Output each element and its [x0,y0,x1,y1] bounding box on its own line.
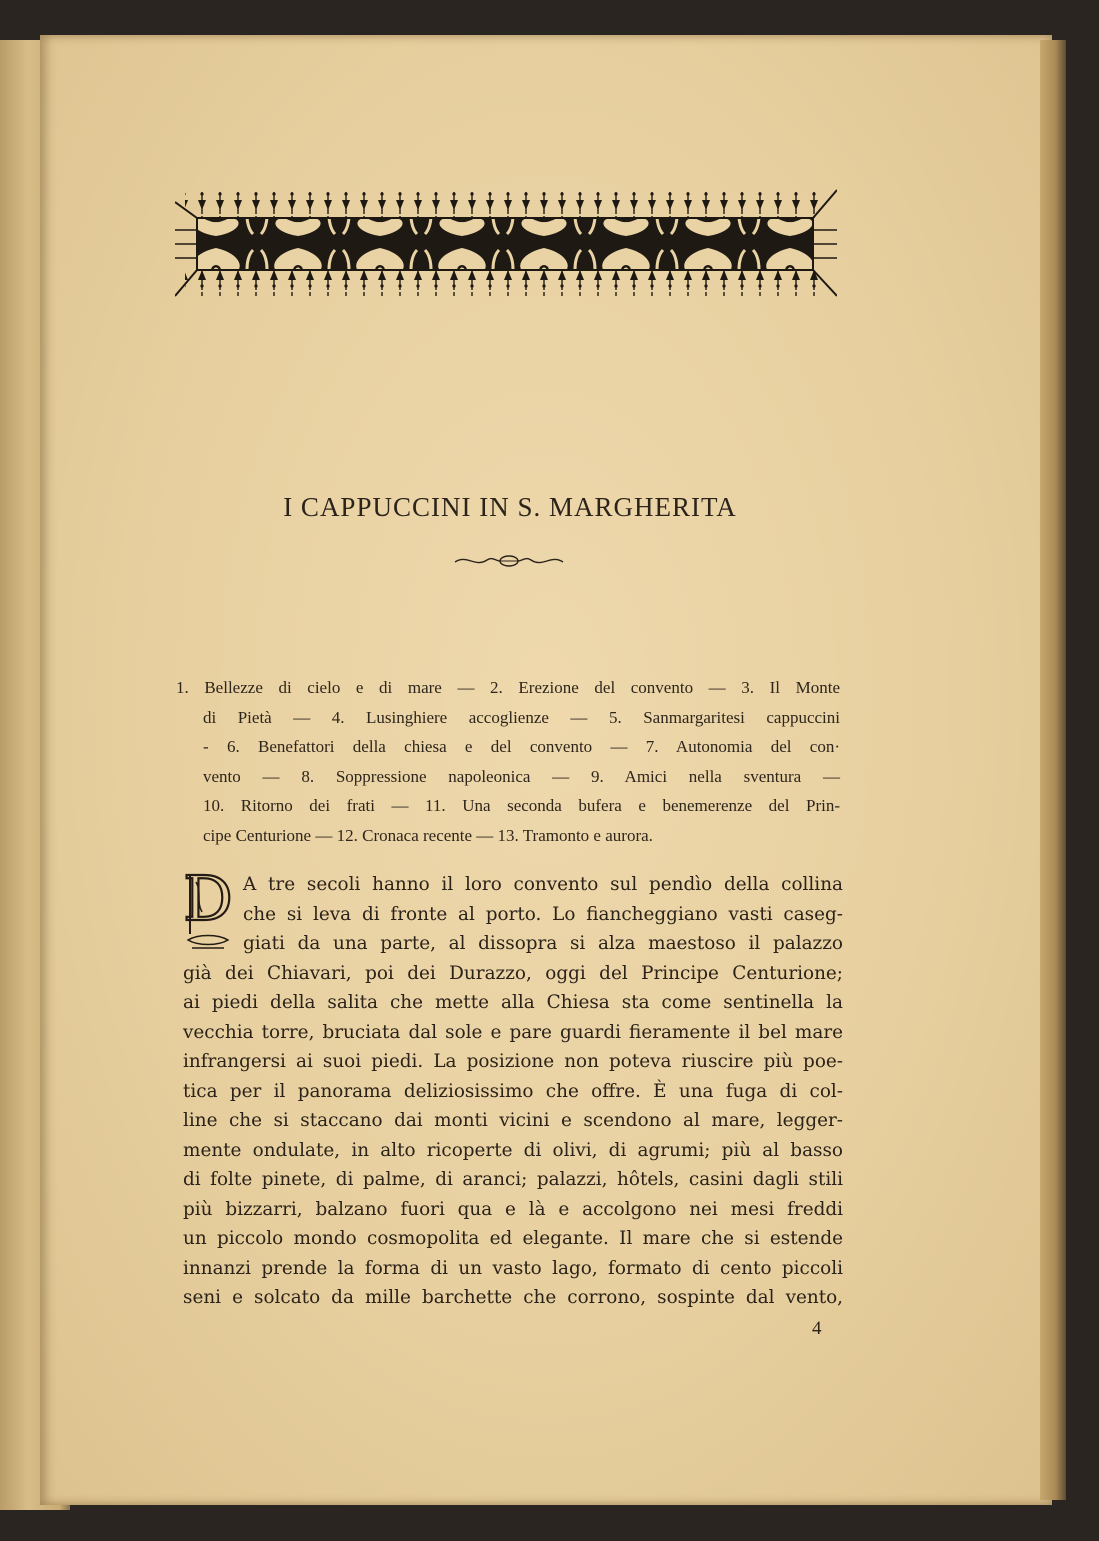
body-line: A tre secoli hanno il loro convento sul pendìo della collina [243,874,843,895]
body-line: seni e solcato da mille barchette che corrono, sospinte dal vento, [183,1287,843,1308]
summary-line: di Pietà — 4. Lusinghiere accoglienze — 5. Sanmargaritesi cappuccini [203,707,840,727]
body-line: ai piedi della salita che mette alla Chiesa sta come sentinella la [183,992,843,1013]
summary-line: - 6. Benefattori della chiesa e del convento — 7. Autonomia del con· [203,737,840,756]
body-line: innanzi prende la forma di un vasto lago, formato di cento piccoli [183,1257,843,1279]
body-line: che si leva di fronte al porto. Lo fiancheggiano vasti caseg- [243,903,843,925]
summary-line: cipe Centurione — 12. Cronaca recente — 13. Tramonto e aurora. [203,825,653,845]
flourish-icon [453,552,565,570]
body-line: infrangersi ai suoi piedi. La posizione non poteva riuscire più poe- [183,1051,843,1072]
body-line: di folte pinete, di palme, di aranci; palazzi, hôtels, casini dagli stili [183,1169,843,1190]
body-line: tica per il panorama deliziosissimo che offre. È una fuga di col- [183,1080,843,1102]
summary-line: 10. Ritorno dei frati — 11. Una seconda bufera e benemerenze del Prin- [203,796,840,815]
body-line: giati da una parte, al dissopra si alza maestoso il palazzo [243,933,843,954]
chapter-summary [176,675,840,852]
body-line: line che si staccano dai monti vicini e scendono al mare, legger- [183,1110,843,1131]
body-line: più bizzarri, balzano fuori qua e là e accolgono nei mesi freddi [183,1198,843,1220]
chapter-title: I CAPPUCCINI IN S. MARGHERITA [283,492,737,522]
floral-band-icon [175,188,837,300]
body-line: un piccolo mondo cosmopolita ed elegante. Il mare che si estende [183,1228,843,1249]
summary-line: 1. Bellezze di cielo e di mare — 2. Erezione del convento — 3. Il Monte [176,678,840,697]
body-line: mente ondulate, in alto ricoperte di olivi, di agrumi; più al basso [183,1139,843,1161]
page-number: 4 [812,1318,822,1339]
summary-line: vento — 8. Soppressione napoleonica — 9. Amici nella sventura — [203,766,840,786]
page-fore-edge [1040,40,1066,1500]
body-line: già dei Chiavari, poi dei Durazzo, oggi del Principe Centurione; [183,962,843,984]
drop-cap-letter: D [183,862,233,935]
body-text [183,870,843,1313]
body-line: vecchia torre, bruciata dal sole e pare guardi fieramente il bel mare [183,1021,843,1043]
